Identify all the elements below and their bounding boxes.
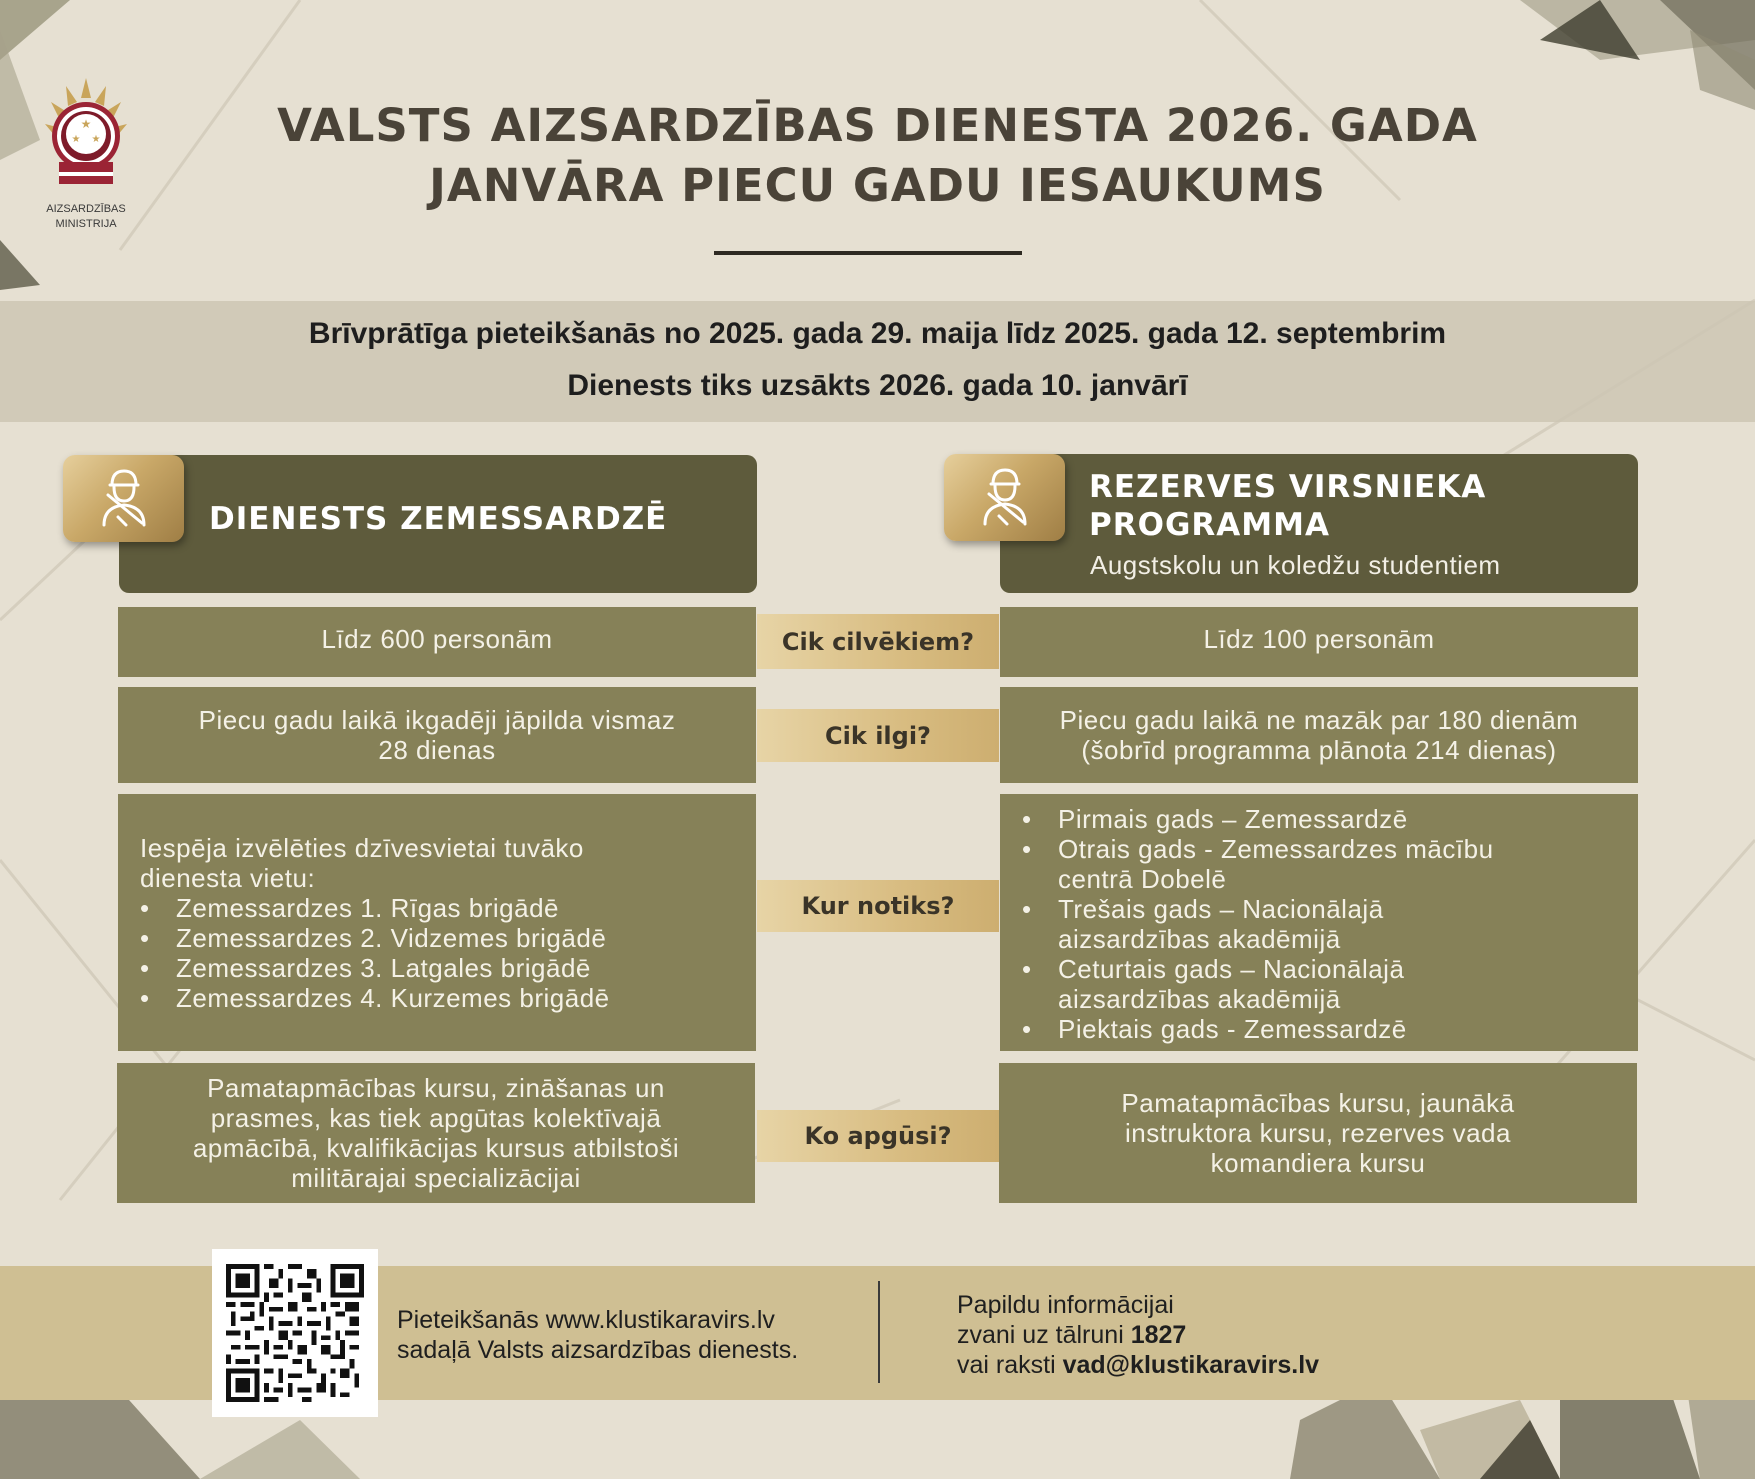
banner-line1: Brīvprātīga pieteikšanās no 2025. gada 29. maija līdz 2025. gada 12. septembrim <box>308 317 1447 350</box>
list-item <box>1058 894 1638 954</box>
question-duration <box>757 709 999 762</box>
list-item <box>1058 954 1638 1014</box>
question-learn <box>757 1110 999 1162</box>
list-item: • Zemessardzes 2. Vidzemes brigādē <box>176 923 756 953</box>
left-learn-line: Pamatapmācības kursu, zināšanas un <box>207 1073 665 1103</box>
right-location-list <box>1022 804 1638 1044</box>
right-badge <box>944 454 1065 541</box>
left-location-intro-line2: dienesta vietu: <box>140 862 316 893</box>
footer-divider <box>878 1281 880 1383</box>
left-location-cell <box>118 794 756 1051</box>
left-learn-line: prasmes, kas tiek apgūtas kolektīvajā <box>210 1103 662 1133</box>
footer-info-line1: Papildu informācijai <box>957 1291 1174 1319</box>
right-learn-line: komandiera kursu <box>1210 1148 1426 1178</box>
right-program-title <box>1089 468 1486 544</box>
footer-apply <box>397 1305 798 1365</box>
right-program-subtitle: Augstskolu un koledžu studentiem <box>1090 550 1501 580</box>
right-duration-cell <box>1000 687 1638 783</box>
left-badge <box>63 455 184 542</box>
svg-text:★: ★ <box>91 134 101 145</box>
qr-code[interactable] <box>212 1249 378 1417</box>
footer-contact <box>957 1290 1319 1380</box>
question-location <box>757 880 999 932</box>
list-item <box>1058 804 1638 834</box>
right-people: Līdz 100 personām <box>1203 624 1435 654</box>
banner-line2: Dienests tiks uzsākts 2026. gada 10. janvārī <box>567 369 1188 402</box>
list-item <box>1058 834 1638 894</box>
left-program-header <box>119 455 757 593</box>
svg-text:★: ★ <box>71 134 81 145</box>
left-people: Līdz 600 personām <box>321 624 553 654</box>
footer-apply-line2: sadaļā Valsts aizsardzības dienests. <box>397 1336 799 1364</box>
footer-phone-prefix: zvani uz tālruni <box>957 1321 1131 1349</box>
left-duration-line2: 28 dienas <box>378 735 496 765</box>
left-people-cell <box>118 607 756 677</box>
footer-phone[interactable]: 1827 <box>1130 1321 1187 1349</box>
left-location-list <box>140 893 756 1013</box>
question-people <box>757 614 999 669</box>
left-learn-line: apmācībā, kvalifikācijas kursus atbilstoši <box>192 1133 680 1163</box>
right-learn-line: Pamatapmācības kursu, jaunākā <box>1121 1088 1515 1118</box>
right-people-cell <box>1000 607 1638 677</box>
list-item-line: centrā Dobelē <box>1058 863 1227 894</box>
right-duration-line1: Piecu gadu laikā ne mazāk par 180 dienām <box>1059 705 1579 735</box>
right-location-cell <box>1000 794 1638 1051</box>
left-location-intro-line1: Iespēja izvēlēties dzīvesvietai tuvāko <box>140 832 584 863</box>
dates-banner <box>0 301 1755 422</box>
footer-email-link[interactable]: vad@klustikaravirs.lv <box>1062 1351 1320 1379</box>
coat-of-arms-icon <box>41 76 131 196</box>
footer-apply-line1[interactable]: Pieteikšanās www.klustikaravirs.lv <box>397 1306 775 1334</box>
list-item-line: • Ceturtais gads – Nacionālajā <box>1058 953 1405 984</box>
right-learn-cell <box>999 1063 1637 1203</box>
question-people-label: Cik cilvēkiem? <box>781 627 975 656</box>
list-item <box>1058 1014 1638 1044</box>
question-duration-label: Cik ilgi? <box>825 721 931 750</box>
title-line2: JANVĀRA PIECU GADU IESAUKUMS <box>429 159 1326 212</box>
logo-line1: AIZSARDZĪBAS <box>46 203 126 215</box>
title-line1: VALSTS AIZSARDZĪBAS DIENESTA 2026. GADA <box>277 99 1478 152</box>
page-title <box>120 96 1635 216</box>
logo-line2: MINISTRIJA <box>55 218 117 230</box>
svg-text:★: ★ <box>80 117 92 131</box>
list-item-line: • Trešais gads – Nacionālajā <box>1058 893 1384 924</box>
list-item: • Zemessardzes 3. Latgales brigādē <box>176 953 756 983</box>
list-item-line: • Piektais gads - Zemessardzē <box>1058 1013 1407 1044</box>
soldier-icon <box>98 467 150 529</box>
right-title-line1: REZERVES VIRSNIEKA <box>1089 469 1487 505</box>
list-item-line: • Pirmais gads – Zemessardzē <box>1058 803 1408 834</box>
list-item-line: • Otrais gads - Zemessardzes mācību <box>1058 833 1494 864</box>
footer-info-line3 <box>957 1350 1319 1380</box>
left-duration-line1: Piecu gadu laikā ikgadēji jāpilda vismaz <box>198 705 676 735</box>
left-learn-line: militārajai specializācijai <box>291 1163 581 1193</box>
question-location-label: Kur notiks? <box>801 892 955 920</box>
right-program-header <box>1000 454 1638 593</box>
footer-email-prefix: vai raksti <box>957 1351 1063 1379</box>
left-learn-cell <box>117 1063 755 1203</box>
qr-code-icon <box>226 1264 364 1402</box>
right-title-line2: PROGRAMMA <box>1089 507 1330 543</box>
left-program-title: DIENESTS ZEMESSARDZĒ <box>209 501 668 537</box>
footer-info-line2 <box>957 1320 1319 1350</box>
list-item-line: aizsardzības akadēmijā <box>1058 923 1341 954</box>
title-divider <box>714 251 1022 255</box>
left-duration-cell <box>118 687 756 783</box>
right-learn-line: instruktora kursu, rezerves vada <box>1125 1118 1511 1148</box>
right-duration-line2: (šobrīd programma plānota 214 dienas) <box>1081 735 1557 765</box>
list-item: • Zemessardzes 4. Kurzemes brigādē <box>176 983 756 1013</box>
list-item-line: aizsardzības akadēmijā <box>1058 983 1341 1014</box>
list-item: • Zemessardzes 1. Rīgas brigādē <box>176 893 756 923</box>
soldier-icon <box>979 466 1031 528</box>
question-learn-label: Ko apgūsi? <box>804 1122 952 1150</box>
